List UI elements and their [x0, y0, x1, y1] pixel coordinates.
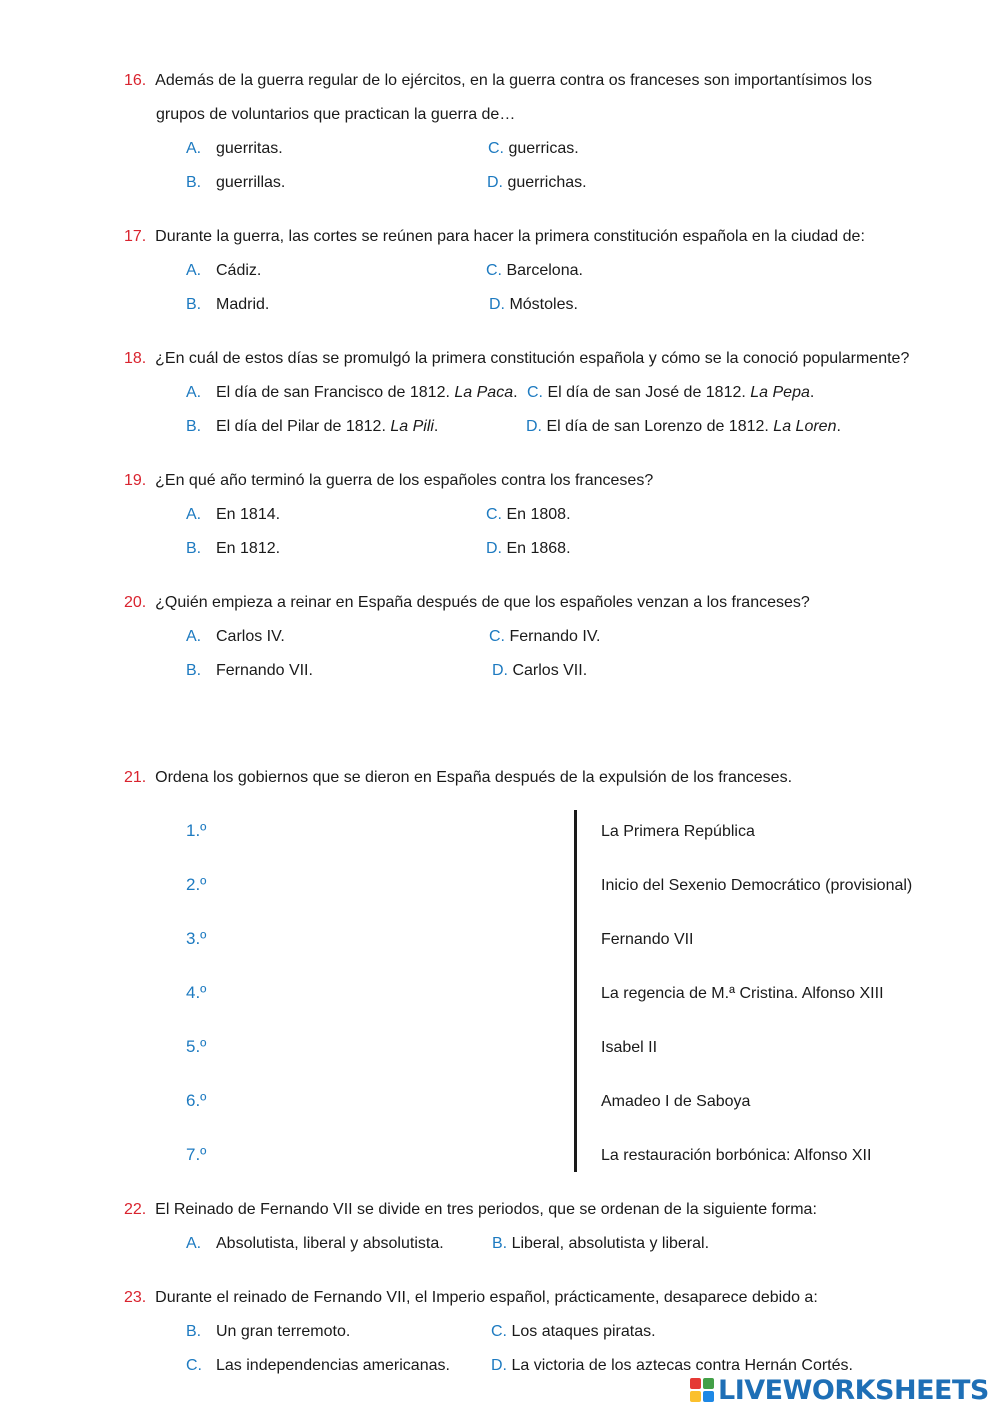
option-letter: D.	[492, 662, 508, 679]
liveworksheets-logo[interactable]	[690, 1374, 989, 1406]
option-letter: A.	[186, 1235, 202, 1252]
option-letter: B.	[186, 418, 202, 435]
question-number: 18.	[124, 350, 147, 367]
order-slot-2[interactable]: 2.º	[186, 875, 207, 894]
option[interactable]	[186, 1356, 450, 1376]
option-text: Carlos IV.	[216, 628, 285, 645]
question-number: 17.	[124, 228, 147, 245]
option-text: El día de san Lorenzo de 1812.	[546, 418, 774, 435]
question-text: ¿En qué año terminó la guerra de los españoles contra los franceses?	[155, 472, 654, 489]
option[interactable]	[489, 295, 578, 315]
order-slot-5[interactable]: 5.º	[186, 1037, 207, 1056]
order-item[interactable]: Inicio del Sexenio Democrático (provisional)	[601, 877, 913, 894]
option[interactable]	[186, 539, 281, 559]
question-20-stem	[124, 593, 810, 613]
option-nickname: La Pili	[390, 418, 434, 435]
question-text: Ordena los gobiernos que se dieron en España después de la expulsión de los franceses.	[155, 769, 793, 786]
question-number: 23.	[124, 1289, 147, 1306]
order-item[interactable]: La restauración borbónica: Alfonso XII	[601, 1147, 872, 1164]
question-17-stem	[124, 227, 865, 247]
option[interactable]	[486, 539, 571, 559]
option[interactable]	[186, 295, 270, 315]
option-text: guerrillas.	[216, 174, 286, 191]
column-divider	[574, 810, 577, 1172]
order-slot-3[interactable]: 3.º	[186, 929, 207, 948]
option-text: Madrid.	[216, 296, 270, 313]
order-slot-1[interactable]: 1.º	[186, 821, 207, 840]
option-letter: D.	[489, 296, 505, 313]
option-letter: C.	[527, 384, 543, 401]
option-text: Fernando IV.	[509, 628, 601, 645]
order-slot-6[interactable]: 6.º	[186, 1091, 207, 1110]
logo-square	[703, 1378, 714, 1389]
question-text: El Reinado de Fernando VII se divide en tres periodos, que se ordenan de la siguiente forma:	[155, 1201, 817, 1218]
option-text: Carlos VII.	[512, 662, 588, 679]
option-text: guerritas.	[216, 140, 283, 157]
option-text: En 1814.	[216, 506, 281, 523]
order-item[interactable]: Amadeo I de Saboya	[601, 1093, 751, 1110]
option-end: .	[836, 418, 841, 435]
option-end: .	[809, 384, 815, 401]
question-text: Durante la guerra, las cortes se reúnen para hacer la primera constitución española en la ciudad de:	[155, 228, 865, 245]
question-text: Además de la guerra regular de lo ejércitos, en la guerra contra os franceses son importantísimos los	[155, 72, 872, 89]
option-text: Móstoles.	[509, 296, 578, 313]
order-item[interactable]: Isabel II	[601, 1039, 658, 1056]
option[interactable]	[491, 1322, 656, 1342]
question-number: 19.	[124, 472, 147, 489]
logo-square	[690, 1378, 701, 1389]
question-number: 16.	[124, 72, 147, 89]
option-nickname: La Pepa	[750, 384, 810, 401]
option-letter: B.	[492, 1235, 508, 1252]
option-nickname: La Loren	[773, 418, 837, 435]
option-letter: B.	[186, 1323, 202, 1340]
option-text: Fernando VII.	[216, 662, 313, 679]
order-item[interactable]: La Primera República	[601, 823, 755, 840]
question-22-stem	[124, 1200, 817, 1220]
option-text: guerrichas.	[507, 174, 587, 191]
option[interactable]	[186, 627, 285, 647]
option-text: Un gran terremoto.	[216, 1323, 351, 1340]
question-number: 22.	[124, 1201, 147, 1218]
option-text: Cádiz.	[216, 262, 262, 279]
option[interactable]	[186, 383, 518, 403]
option-letter: D.	[491, 1357, 507, 1374]
option[interactable]	[489, 627, 600, 647]
option-text: Las independencias americanas.	[216, 1357, 450, 1374]
logo-square	[690, 1391, 701, 1402]
option-letter: C.	[486, 506, 502, 523]
option-text: En 1808.	[506, 506, 571, 523]
option[interactable]	[492, 661, 587, 681]
option-text: El día de san Francisco de 1812.	[216, 384, 455, 401]
option-letter: D.	[487, 174, 503, 191]
option[interactable]	[487, 173, 587, 193]
question-text: grupos de voluntarios que practican la guerra de…	[156, 106, 516, 123]
option-letter: C.	[486, 262, 502, 279]
option[interactable]	[492, 1234, 709, 1254]
order-slot-4[interactable]: 4.º	[186, 983, 207, 1002]
logo-text: LIVEWORKSHEETS	[718, 1374, 989, 1406]
order-item[interactable]: La regencia de M.ª Cristina. Alfonso XIII	[601, 985, 884, 1002]
question-18-stem	[124, 349, 909, 369]
option-letter: A.	[186, 140, 202, 157]
order-slot-7[interactable]: 7.º	[186, 1145, 207, 1164]
option-text: El día del Pilar de 1812.	[216, 418, 391, 435]
option-letter: C.	[491, 1323, 507, 1340]
question-23-stem	[124, 1288, 818, 1308]
option-letter: C.	[186, 1357, 202, 1374]
option-letter: D.	[526, 418, 542, 435]
option-nickname: La Paca	[454, 384, 514, 401]
option-text: En 1868.	[506, 540, 571, 557]
option[interactable]	[186, 139, 283, 159]
option-text: En 1812.	[216, 540, 281, 557]
order-item[interactable]: Fernando VII	[601, 931, 694, 948]
option[interactable]	[186, 173, 286, 193]
option-end: .	[513, 384, 518, 401]
option-letter: B.	[186, 540, 202, 557]
option-text: Absolutista, liberal y absolutista.	[216, 1235, 444, 1252]
option-letter: A.	[186, 384, 202, 401]
option-letter: C.	[489, 628, 505, 645]
question-16-stem	[124, 71, 872, 91]
question-21-stem	[124, 768, 792, 788]
option-text: El día de san José de 1812.	[547, 384, 751, 401]
option-letter: A.	[186, 628, 202, 645]
option-letter: C.	[488, 140, 504, 157]
option[interactable]	[186, 1322, 351, 1342]
question-text: ¿En cuál de estos días se promulgó la primera constitución española y cómo se la conoció popularmente?	[155, 350, 910, 367]
option[interactable]	[527, 383, 814, 403]
option-letter: A.	[186, 262, 202, 279]
option[interactable]	[186, 661, 313, 681]
option[interactable]	[488, 139, 579, 159]
question-19-stem	[124, 471, 653, 491]
option-text: La victoria de los aztecas contra Hernán Cortés.	[511, 1357, 853, 1374]
option[interactable]	[186, 505, 281, 525]
question-text: ¿Quién empieza a reinar en España después de que los españoles venzan a los franceses?	[155, 594, 810, 611]
option-letter: D.	[486, 540, 502, 557]
question-text: Durante el reinado de Fernando VII, el Imperio español, prácticamente, desaparece debido a:	[155, 1289, 818, 1306]
question-number: 20.	[124, 594, 147, 611]
logo-square	[703, 1391, 714, 1402]
option-letter: A.	[186, 506, 202, 523]
option[interactable]	[486, 261, 583, 281]
option-text: Liberal, absolutista y liberal.	[511, 1235, 710, 1252]
option[interactable]	[526, 417, 841, 437]
logo-icon	[690, 1378, 714, 1402]
option-text: Barcelona.	[506, 262, 583, 279]
option[interactable]	[186, 1234, 444, 1254]
option[interactable]	[186, 261, 262, 281]
option-letter: B.	[186, 296, 202, 313]
option-letter: B.	[186, 662, 202, 679]
option[interactable]	[486, 505, 571, 525]
option-letter: B.	[186, 174, 202, 191]
question-16-stem-cont	[156, 105, 515, 125]
option-text: guerricas.	[508, 140, 579, 157]
option[interactable]	[491, 1356, 853, 1376]
option-text: Los ataques piratas.	[511, 1323, 656, 1340]
question-number: 21.	[124, 769, 147, 786]
option[interactable]	[186, 417, 439, 437]
option-end: .	[433, 418, 439, 435]
